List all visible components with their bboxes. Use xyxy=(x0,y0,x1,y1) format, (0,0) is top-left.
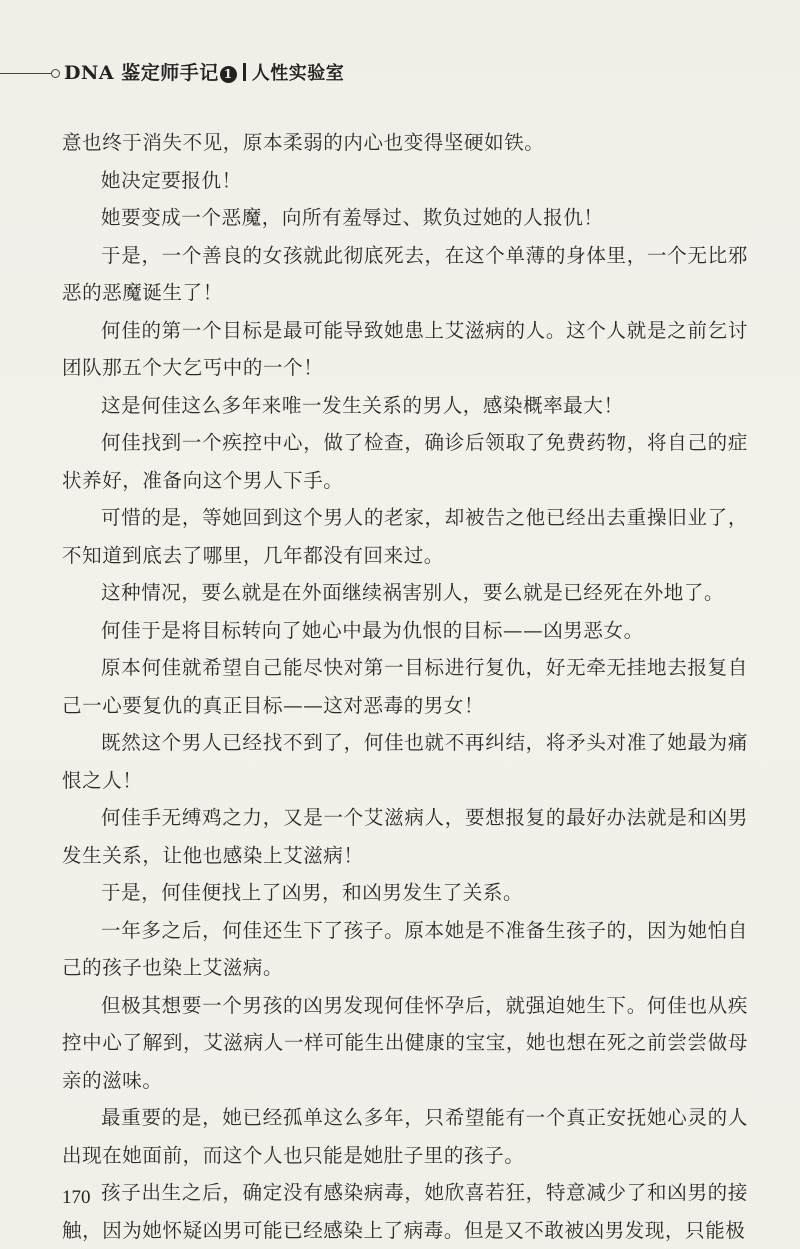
running-header xyxy=(0,56,800,86)
paragraph: 意也终于消失不见，原本柔弱的内心也变得坚硬如铁。 xyxy=(62,131,545,154)
paragraph: 何佳的第一个目标是最可能导致她患上艾滋病的人。这个人就是之前乞讨团队那五个大乞丐中的一个！ xyxy=(62,318,748,379)
paragraph: 原本何佳就希望自己能尽快对第一目标进行复仇，好无牵无挂地去报复自己一心要复仇的真正目标——这对恶毒的男女！ xyxy=(62,656,748,717)
header-separator xyxy=(243,63,246,81)
paragraph: 但极其想要一个男孩的凶男发现何佳怀孕后，就强迫她生下。何佳也从疾控中心了解到，艾滋病人一样可能生出健康的宝宝，她也想在死之前尝尝做母亲的滋味。 xyxy=(62,993,748,1092)
page-number: 170 xyxy=(62,1187,91,1208)
paragraph: 最重要的是，她已经孤单这么多年，只希望能有一个真正安抚她心灵的人出现在她面前，而这个人也只能是她肚子里的孩子。 xyxy=(62,1106,748,1167)
paragraph: 可惜的是，等她回到这个男人的老家，却被告之他已经出去重操旧业了，不知道到底去了哪里，几年都没有回来过。 xyxy=(62,506,748,567)
paragraph: 一年多之后，何佳还生下了孩子。原本她是不准备生孩子的，因为她怕自己的孩子也染上艾滋病。 xyxy=(62,918,748,979)
header-title-line xyxy=(64,58,344,85)
book-title: DNA 鉴定师手记 xyxy=(64,62,219,84)
book-subtitle: 人性实验室 xyxy=(251,63,345,84)
paragraph: 这是何佳这么多年来唯一发生关系的男人，感染概率最大！ xyxy=(101,393,624,417)
body-text xyxy=(62,124,748,1249)
paragraph: 这种情况，要么就是在外面继续祸害别人，要么就是已经死在外地了。 xyxy=(101,581,725,604)
paragraph: 于是，一个善良的女孩就此彻底死去，在这个单薄的身体里，一个无比邪恶的恶魔诞生了！ xyxy=(62,243,748,304)
paragraph: 何佳手无缚鸡之力，又是一个艾滋病人，要想报复的最好办法就是和凶男发生关系，让他也感染上艾滋病！ xyxy=(62,806,748,867)
volume-badge: 1 xyxy=(220,66,237,83)
paragraph: 她要变成一个恶魔，向所有羞辱过、欺负过她的人报仇！ xyxy=(101,206,604,229)
paragraph: 何佳于是将目标转向了她心中最为仇恨的目标——凶男恶女。 xyxy=(101,618,644,642)
paragraph: 何佳找到一个疾控中心，做了检查，确诊后领取了免费药物，将自己的症状养好，准备向这个男人下手。 xyxy=(62,431,748,492)
header-rule xyxy=(0,73,52,74)
paragraph: 于是，何佳便找上了凶男，和凶男发生了关系。 xyxy=(101,881,524,904)
paragraph: 她决定要报仇！ xyxy=(101,168,242,192)
paragraph: 既然这个男人已经找不到了，何佳也就不再纠结，将矛头对准了她最为痛恨之人！ xyxy=(62,731,748,792)
header-dot-ornament xyxy=(51,69,60,78)
paragraph: 孩子出生之后，确定没有感染病毒，她欣喜若狂，特意减少了和凶男的接触，因为她怀疑凶男可能已经感染上了病毒。但是又不敢被凶男发现，只能极 xyxy=(62,1181,748,1242)
